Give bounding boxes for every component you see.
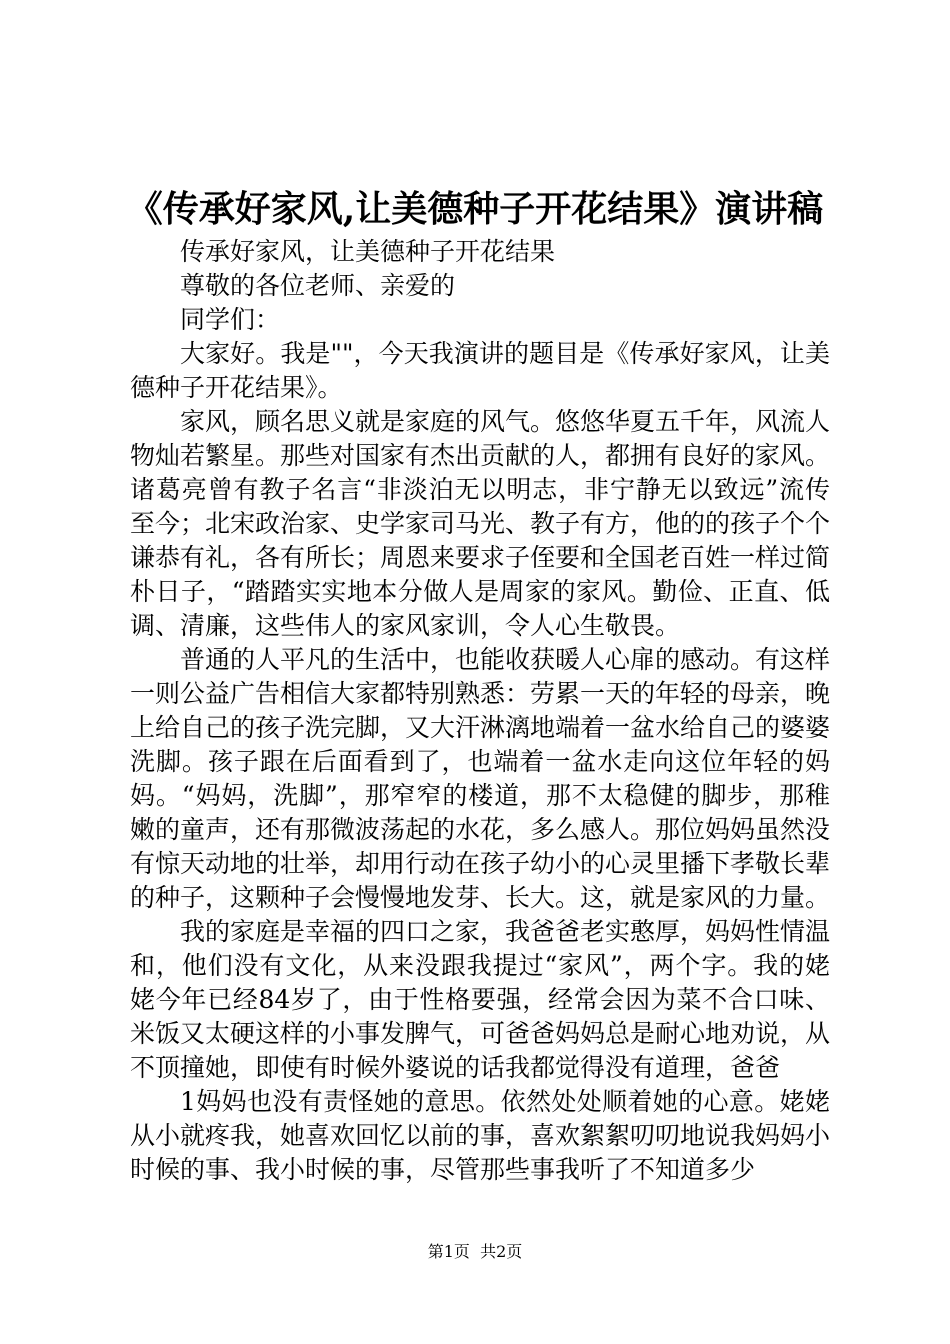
body-paragraph: 大家好。我是""，今天我演讲的题目是《传承好家风，让美德种子开花结果》。	[130, 339, 830, 402]
body-paragraph: 家风，顾名思义就是家庭的风气。悠悠华夏五千年，风流人物灿若繁星。那些对国家有杰出贡献的人，都拥有良好的家风。诸葛亮曾有教子名言“非淡泊无以明志，非宁静无以致远”流传至今；北宋政治家、史学家司马光、教子有方，他的的孩子个个谦恭有礼，各有所长；周恩来要求子侄要和全国老百姓一样过简朴日子，“踏踏实实地本分做人是周家的家风。勤俭、正直、低调、清廉，这些伟人的家风家训，令人心生敬畏。	[130, 407, 831, 640]
body-paragraph: 普通的人平凡的生活中，也能收获暖人心扉的感动。有这样一则公益广告相信大家都特别熟悉：劳累一天的年轻的母亲，晚上给自己的孩子洗完脚，又大汗淋漓地端着一盆水给自己的婆婆洗脚。孩子跟在后面看到了，也端着一盆水走向这位年轻的妈妈。“妈妈，洗脚”，那窄窄的楼道，那不太稳健的脚步，那稚嫩的童声，还有那微波荡起的水花，多么感人。那位妈妈虽然没有惊天动地的壮举，却用行动在孩子幼小的心灵里播下孝敬长辈的种子，这颗种子会慢慢地发芽、长大。这，就是家风的力量。	[130, 645, 831, 912]
speech-heading: 传承好家风，让美德种子开花结果	[180, 237, 556, 266]
salutation-line: 尊敬的各位老师、亲爱的	[180, 271, 456, 300]
body-paragraph: 1妈妈也没有责怪她的意思。依然处处顺着她的心意。姥姥从小就疼我，她喜欢回忆以前的事，喜欢絮絮叨叨地说我妈妈小时候的事、我小时候的事，尽管那些事我听了不知道多少	[130, 1087, 831, 1184]
body-paragraph: 我的家庭是幸福的四口之家，我爸爸老实憨厚，妈妈性情温和，他们没有文化，从来没跟我提过“家风”，两个字。我的姥姥今年已经84岁了，由于性格要强，经常会因为菜不合口味、米饭又太硬这样的小事发脾气，可爸爸妈妈总是耐心地劝说，从不顶撞她，即使有时候外婆说的话我都觉得没有道理，爸爸	[130, 917, 831, 1082]
document-title: 《传承好家风,让美德种子开花结果》演讲稿	[126, 188, 824, 230]
document-body	[130, 235, 830, 1187]
salutation-line: 同学们：	[180, 305, 281, 334]
page-footer: 第1页 共2页	[427, 1242, 523, 1261]
